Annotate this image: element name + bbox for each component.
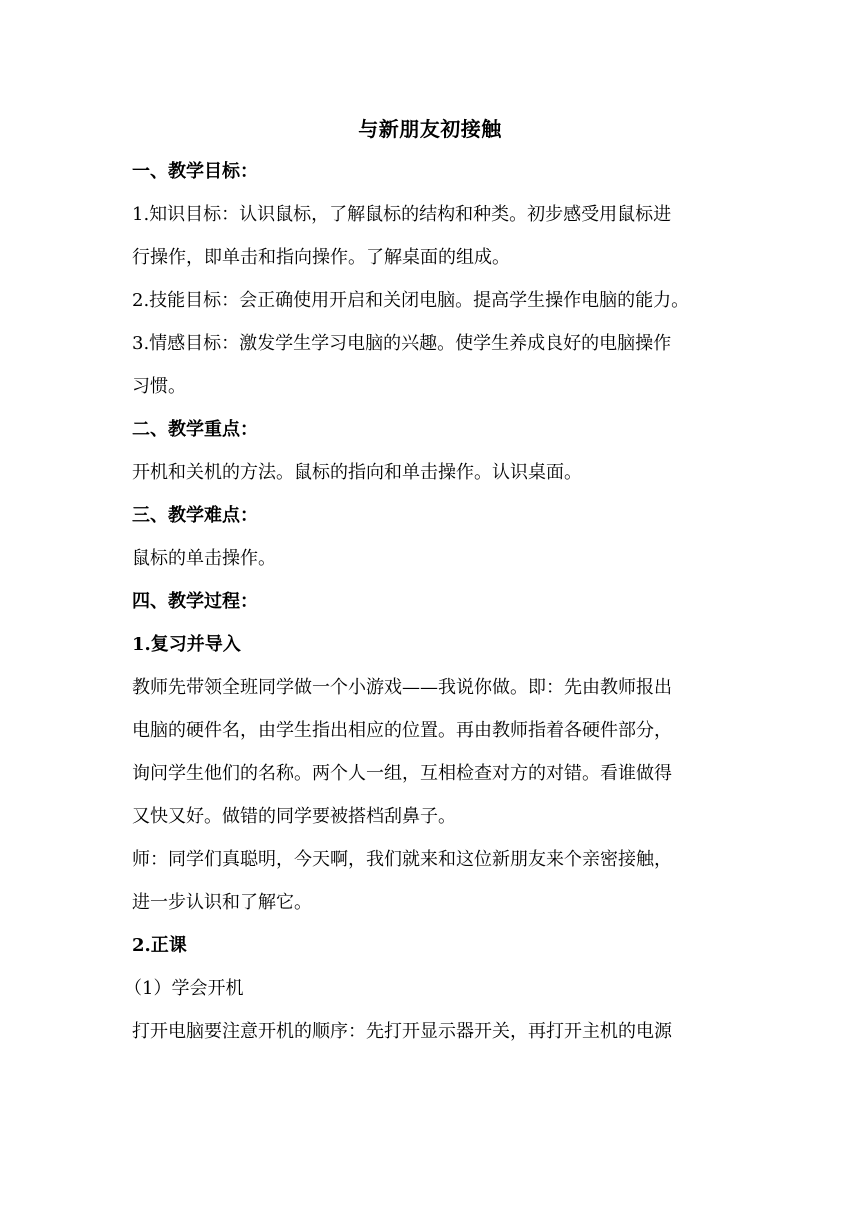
key-points-text: 开机和关机的方法。鼠标的指向和单击操作。认识桌面。 [132,462,582,483]
review-paragraph-2 [132,846,732,917]
document-title: 与新朋友初接触 [358,117,502,141]
lesson-step-1: （1）学会开机 [124,978,244,999]
document-body [124,158,732,1061]
difficulties-text: 鼠标的单击操作。 [132,548,276,569]
review-paragraph-2-line-2: 进一步认识和了解它。 [132,892,312,913]
objective-knowledge-line-2: 行操作，即单击和指向操作。了解桌面的组成。 [132,247,510,268]
review-paragraph-1-line-4: 又快又好。做错的同学要被搭档刮鼻子。 [132,806,456,827]
objective-emotion-line-1: 3.情感目标：激发学生学习电脑的兴趣。使学生养成良好的电脑操作 [132,333,672,354]
review-paragraph-1-line-3: 询问学生他们的名称。两个人一组，互相检查对方的对错。看谁做得 [132,763,672,784]
lesson-subheading: 2.正课 [132,935,187,956]
objective-emotion [132,330,732,401]
objectives-heading: 一、教学目标： [132,161,258,182]
objective-skill-line-1: 2.技能目标：会正确使用开启和关闭电脑。提高学生操作电脑的能力。 [132,290,690,311]
review-paragraph-1 [132,674,732,831]
review-paragraph-1-line-2: 电脑的硬件名，由学生指出相应的位置。再由教师指着各硬件部分， [132,720,672,741]
difficulties-heading: 三、教学难点： [132,505,258,526]
objective-knowledge-line-1: 1.知识目标：认识鼠标，了解鼠标的结构和种类。初步感受用鼠标进 [132,204,672,225]
process-heading: 四、教学过程： [132,591,258,612]
objective-skill [132,287,732,315]
review-subheading: 1.复习并导入 [132,634,241,655]
key-points-heading: 二、教学重点： [132,419,258,440]
lesson-step-1-text: 打开电脑要注意开机的顺序：先打开显示器开关，再打开主机的电源 [132,1021,672,1042]
review-paragraph-2-line-1: 师：同学们真聪明，今天啊，我们就来和这位新朋友来个亲密接触， [132,849,672,870]
objective-knowledge [132,201,732,272]
objective-emotion-line-2: 习惯。 [132,376,186,397]
review-paragraph-1-line-1: 教师先带领全班同学做一个小游戏——我说你做。即：先由教师报出 [132,677,672,698]
